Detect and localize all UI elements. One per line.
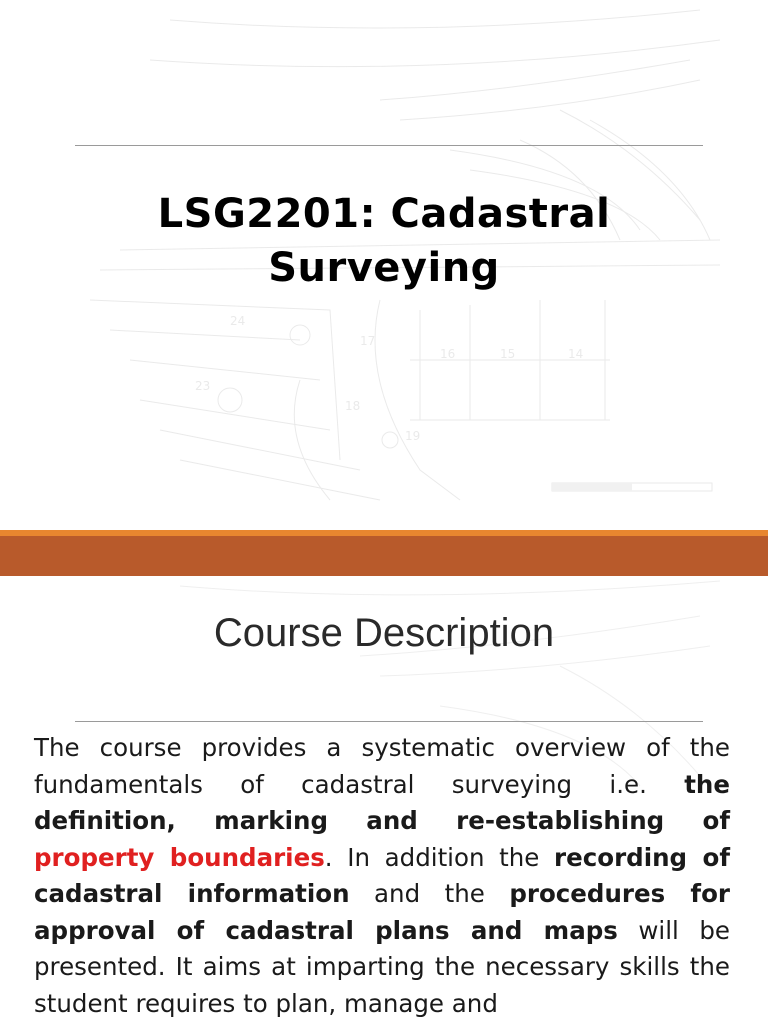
highlighted-text: property boundaries (34, 842, 325, 872)
svg-text:19: 19 (405, 429, 421, 443)
paragraph-text: and the (349, 879, 510, 908)
svg-text:16: 16 (440, 347, 456, 361)
paragraph-text: . In addition the (324, 842, 555, 872)
svg-text:18: 18 (345, 399, 361, 413)
emphasis-text: recording of cadastral information (34, 842, 730, 908)
svg-text:17: 17 (360, 334, 376, 348)
svg-text:23: 23 (195, 379, 211, 393)
title-divider-line (75, 721, 703, 722)
paragraph-text: will be presented. It aims at imparting the necessary skills the student requires to plan, manage and (34, 915, 730, 1018)
course-description-paragraph (34, 730, 730, 1022)
emphasis-text: the definition, marking and re-establishing of (34, 769, 730, 835)
course-description-slide (0, 576, 768, 1024)
emphasis-text: procedures for approval of cadastral plans and maps (34, 879, 730, 945)
top-divider-line (75, 145, 703, 146)
svg-text:24: 24 (230, 314, 246, 328)
slide-divider-accent (0, 530, 768, 536)
svg-text:15: 15 (500, 347, 516, 361)
slide-title: Course Description (213, 611, 555, 655)
svg-text:14: 14 (568, 347, 584, 361)
paragraph-text: The course provides a systematic overview of the fundamentals of cadastral surveying i.e. (34, 733, 730, 799)
slide-divider-band (0, 530, 768, 576)
slide-title: LSG2201: Cadastral Surveying (157, 191, 611, 291)
